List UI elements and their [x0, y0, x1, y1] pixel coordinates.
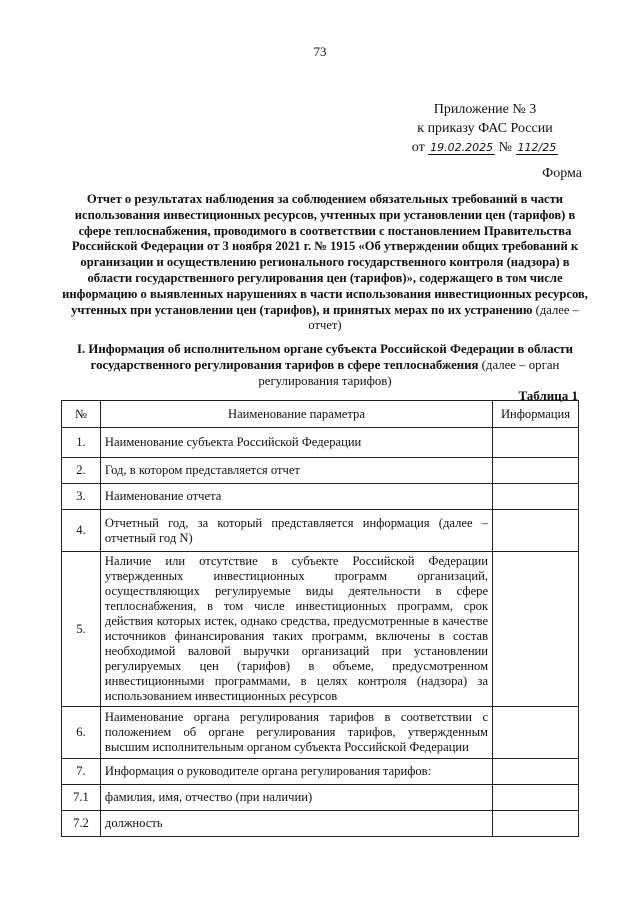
appendix-block	[400, 100, 570, 157]
number-prefix: №	[498, 140, 513, 155]
row-information	[493, 458, 579, 484]
table-header-row	[62, 401, 579, 428]
table-row	[62, 510, 579, 552]
row-parameter: Наличие или отсутствие в субъекте Российской Федерации утвержденных инвестиционных программ организаций, осуществляющих регулируемые виды деятельности в сфере теплоснабжения, в том числе инвестиционных программ, срок действия которых истек, однако средства, предусмотренные в качестве источников финансирования таких программ, включены в состав необходимой валовой выручки организаций при установлении регулируемых цен (тарифов) в объеме, предусмотренном инвестиционными программами, в целях контроля (надзора) за использованием инвестиционных ресурсов	[100, 552, 492, 707]
row-parameter: Год, в котором представляется отчет	[100, 458, 492, 484]
row-number: 1.	[62, 428, 101, 458]
row-parameter: Наименование субъекта Российской Федерации	[100, 428, 492, 458]
row-parameter: Наименование органа регулирования тарифов в соответствии с положением об органе регулирования тарифов, утвержденным высшим исполнительным органом субъекта Российской Федерации	[100, 707, 492, 759]
row-information	[493, 811, 579, 837]
table-row	[62, 811, 579, 837]
table-caption: Таблица 1	[518, 388, 578, 403]
row-information	[493, 510, 579, 552]
form-label: Форма	[542, 166, 582, 181]
table-row	[62, 785, 579, 811]
parameters-table	[61, 400, 579, 837]
row-number: 7.2	[62, 811, 101, 837]
row-information	[493, 785, 579, 811]
order-date: 19.02.2025	[430, 141, 494, 154]
header-information: Информация	[493, 401, 579, 428]
table-row	[62, 428, 579, 458]
report-title-plain: (далее – отчет)	[308, 302, 579, 333]
row-parameter: Информация о руководителе органа регулирования тарифов:	[100, 759, 492, 785]
header-number: №	[62, 401, 101, 428]
row-information	[493, 759, 579, 785]
row-parameter: должность	[100, 811, 492, 837]
row-information	[493, 552, 579, 707]
row-number: 3.	[62, 484, 101, 510]
table-row	[62, 458, 579, 484]
row-information	[493, 428, 579, 458]
section-heading-bold: I. Информация об исполнительном органе субъекта Российской Федерации в области государственного регулирования тарифов в сфере теплоснабжения	[77, 342, 573, 372]
row-information	[493, 707, 579, 759]
order-number: 112/25	[517, 141, 557, 154]
row-parameter: Отчетный год, за который представляется информация (далее – отчетный год N)	[100, 510, 492, 552]
table-row	[62, 552, 579, 707]
section-heading	[62, 341, 588, 389]
row-number: 5.	[62, 552, 101, 707]
table-row	[62, 484, 579, 510]
row-number: 2.	[62, 458, 101, 484]
header-parameter-name: Наименование параметра	[100, 401, 492, 428]
row-parameter: фамилия, имя, отчество (при наличии)	[100, 785, 492, 811]
report-title-bold: Отчет о результатах наблюдения за соблюдением обязательных требований в части использования инвестиционных ресурсов, учтенных при установлении цен (тарифов) в сфере теплоснабжения, проводимого в соответствии с постановлением Правительства Российской Федерации от 3 ноября 2021 г. № 1915 «Об утверждении общих требований к организации и осуществлению регионального государственного контроля (надзора) в области государственного регулирования цен (тарифов)», содержащего в том числе информацию о выявленных нарушениях в части использования инвестиционных ресурсов, учтенных при установлении цен (тарифов), и принятых мерах по их устранению	[62, 192, 588, 317]
row-number: 7.	[62, 759, 101, 785]
section-heading-plain: (далее – орган регулирования тарифов)	[258, 358, 560, 388]
date-prefix: от	[411, 140, 425, 155]
row-parameter: Наименование отчета	[100, 484, 492, 510]
row-number: 4.	[62, 510, 101, 552]
appendix-line-3	[400, 138, 570, 157]
row-number: 7.1	[62, 785, 101, 811]
appendix-line-1: Приложение № 3	[433, 102, 537, 117]
appendix-line-2: к приказу ФАС России	[417, 121, 553, 136]
row-number: 6.	[62, 707, 101, 759]
report-title	[62, 192, 588, 334]
table-row	[62, 759, 579, 785]
table-row	[62, 707, 579, 759]
page-number: 73	[313, 44, 327, 59]
row-information	[493, 484, 579, 510]
